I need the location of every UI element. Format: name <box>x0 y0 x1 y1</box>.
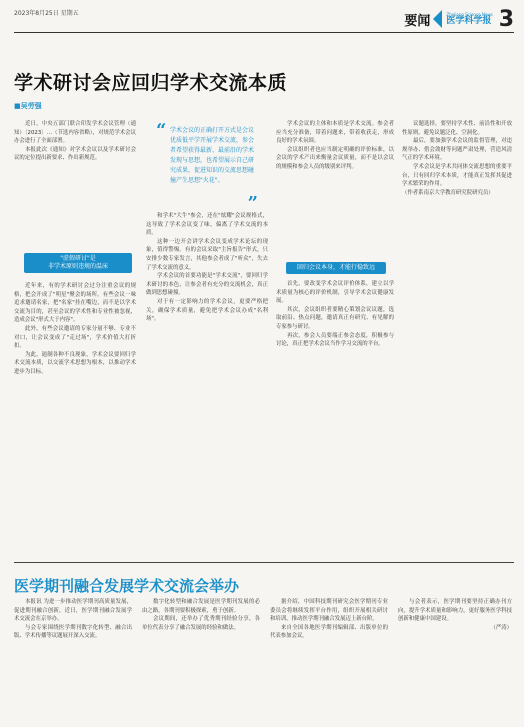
byline-text: ■吴劳强 <box>14 102 42 110</box>
masthead <box>404 6 514 32</box>
subheading: "虚假研讨"是 非学术原则违规的温床 <box>24 253 132 273</box>
paragraph: 首先，要改变学术会议评价体系，建立以学术质量为核心的评价机制，引导学术会议健康发展。 <box>276 281 394 305</box>
section-title: 要闻 <box>404 13 431 29</box>
article2-headline: 医学期刊融合发展学术交流会举办 <box>14 577 240 595</box>
article-headline: 学术研讨会应回归学术交流本质 <box>14 72 288 94</box>
paragraph: 与会专家围绕医学期刊数字化转型、融合出版、学术传播等议题展开深入交流。 <box>14 624 132 640</box>
paragraph: 学术会议的首要功能是"学术交流"，要回归学术研讨的本色，让参会者有充分的交流机会，真正做到思想碰撞。 <box>146 273 268 297</box>
article1-col3 <box>276 120 394 260</box>
article1-col3b <box>276 280 394 552</box>
paragraph: 学术会议的主体和本质是学术交流。参会者应当充分准备，带着问题来，带着收获走，形成良好的学术氛围。 <box>276 121 394 145</box>
paragraph: 数字化转型和融合发展是医学期刊发展的必由之路，各期刊要积极探索，勇于创新。 <box>142 599 260 614</box>
paragraph: 再次，参会人员要端正参会态度，积极参与讨论，真正把学术会议当作学习交流的平台。 <box>276 332 394 348</box>
paragraph: 本报讯 为进一步推动医学期刊高质量发展，促进期刊融合创新，近日，医学期刊融合发展学术交流会在京举办。 <box>14 599 132 623</box>
article1-col1 <box>14 120 136 190</box>
chevron-left-icon <box>433 10 442 28</box>
author-note: （作者系南京大学教育研究院研究员） <box>402 189 494 196</box>
page-number: 3 <box>498 6 514 32</box>
issue-date: 2023年8月25日 星期五 <box>14 10 79 17</box>
paragraph: 其次，会议组织者要精心策划会议议题，选取前沿、热点问题，邀请真正有研究、有见解的专家参与研讨。 <box>276 306 394 330</box>
subheading: 回归会议本身，才能行稳致远 <box>286 262 386 274</box>
article1-col2 <box>146 212 268 552</box>
paragraph: 这种一边开会讲学术会议变成学术论坛的现象，值得警惕。有的会议采取"主旨报告"形式，只安排少数专家发言，其他参会者成了"听众"，失去了学术交流的意义。 <box>146 238 268 271</box>
article2-col2 <box>142 598 260 720</box>
paragraph: 近年来，有的学术研讨会过分注重会议的规格，把会开成了"明星"聚会的场所。有些会议一味追求邀请名家，把"名家"挂在嘴边，而不是以学术交流为目的，甚至会议的学术性和专业性被忽视，造成会议"形式大于内容"。 <box>14 283 136 324</box>
quote-open-icon: “ <box>156 120 167 141</box>
paragraph: 与会者表示，医学期刊要坚持正确办刊方向，提升学术质量和影响力，更好服务医学科技创新和健康中国建设。 <box>398 599 512 623</box>
paragraph: 和学术"大牛"参会，还在"炫耀"会议规格式，这导致了学术会议变了味，偏离了学术交流的本质。 <box>146 213 268 237</box>
masthead-rule <box>14 32 514 33</box>
paragraph: 会议期间，还举办了优秀期刊经验分享，各单位代表分享了融合发展的经验和做法。 <box>142 616 260 631</box>
paragraph: 最后，要加强学术会议的监督管理，对违规举办、借会敛财等问题严肃处理，营造风清气正的学术环境。 <box>402 138 512 162</box>
paragraph: 此外，有些会议邀请的专家分量不够、专业不对口，让会议变成了"走过场"，学术价值大打折扣。 <box>14 325 136 350</box>
article2-col3 <box>270 598 388 720</box>
paragraph: 本报此次《通知》对学术会议以及学术研讨会议的定位提出新要求、作出新规范。 <box>14 146 136 162</box>
paragraph: 近日，中央五部门联合印发学术会议管理（通知）〔2023〕…（节选内容省略），对规范学术会议办会进行了全面部署。 <box>14 121 136 145</box>
paper-logo <box>446 13 492 26</box>
pull-quote-text: 学术会议的正确打开方式是会议优质低平学开展学术交流，参会者希望获得最新、最前沿的学术发现与思想，也希望展示自己研究成果，促进知识的交流思想碰撞产生思想"火花"。 <box>170 127 255 184</box>
byline <box>14 101 42 111</box>
paragraph: 会议组织者也应当制定明确的评价标准，以会议的学术产出来衡量会议质量，而不是以会议的规模和参会人员的级别来评判。 <box>276 146 394 170</box>
paper-name-en: Zhejiang Science News <box>446 11 493 17</box>
article1-col1b <box>14 282 136 552</box>
article2-col1 <box>14 598 132 720</box>
pull-quote <box>156 120 258 214</box>
paragraph: 来自全国各地医学期刊编辑部、出版单位的代表参加会议。 <box>270 624 388 640</box>
paragraph: 据介绍，中国科技期刊研究会医学期刊专业委员会将继续发挥平台作用，组织开展相关研讨和培训，推动医学期刊融合发展迈上新台阶。 <box>270 599 388 623</box>
paragraph: 议题选择，要坚持学术性、前沿性和开放性原则，避免议题泛化、空洞化。 <box>402 121 512 136</box>
paper-name-cn: 医学科学报 <box>446 15 492 26</box>
article2-col4 <box>398 598 512 720</box>
quote-close-icon: ” <box>247 193 258 214</box>
section-divider <box>14 562 514 563</box>
paragraph: 为此，遏制各种不良现象，学术会议要回归学术交流本质，以交流学术思想为根本，以推动学术进步为目标。 <box>14 351 136 375</box>
paragraph: 学术会议是学术共同体交流思想的重要平台，只有回归学术本质，才能真正发挥其促进学术繁荣的作用。 <box>402 163 512 188</box>
paragraph: 对于有一定影响力的学术会议，更要严格把关，确保学术质量，避免把学术会议办成"名利场"。 <box>146 298 268 323</box>
author-note: （严涛） <box>490 624 512 631</box>
article1-col4 <box>402 120 512 520</box>
